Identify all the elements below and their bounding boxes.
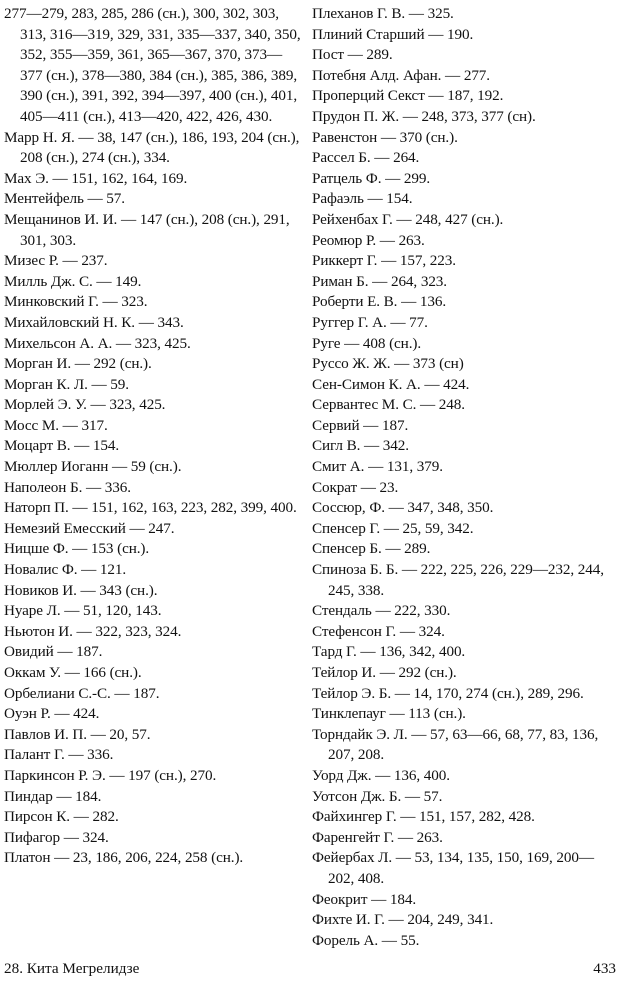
index-entry: Руссо Ж. Ж. — 373 (сн) <box>312 355 464 373</box>
index-entry: Ментейфель — 57. <box>4 190 125 208</box>
index-entry: Фейербах Л. — 53, 134, 135, 150, 169, 200—202, 408. <box>312 849 594 887</box>
index-entry: Рафаэль — 154. <box>312 190 413 208</box>
index-entry: Тинклепауг — 113 (сн.). <box>312 705 466 723</box>
index-entry: Сервий — 187. <box>312 416 409 434</box>
index-entry: Соссюр, Ф. — 347, 348, 350. <box>312 499 494 517</box>
index-entry: Ницше Ф. — 153 (сн.). <box>4 540 150 558</box>
index-entry: Уотсон Дж. Б. — 57. <box>312 787 443 805</box>
index-entry: Морлей Э. У. — 323, 425. <box>4 396 166 414</box>
index-entry: Спиноза Б. Б. — 222, 225, 226, 229—232, 244, 245, 338. <box>312 561 604 599</box>
index-entry: Пиндар — 184. <box>4 787 102 805</box>
index-entry: Плиний Старший — 190. <box>312 25 474 43</box>
index-entry: Милль Дж. С. — 149. <box>4 272 142 290</box>
index-entry: Рассел Б. — 264. <box>312 149 420 167</box>
index-entry: Ньютон И. — 322, 323, 324. <box>4 622 182 640</box>
index-entry: Пост — 289. <box>312 46 393 64</box>
index-entry: Оккам У. — 166 (сн.). <box>4 664 142 681</box>
index-entry: Плеханов Г. В. — 325. <box>312 5 454 22</box>
index-entry: Файхингер Г. — 151, 157, 282, 428. <box>312 808 535 826</box>
index-entry: Спенсер Г. — 25, 59, 342. <box>312 519 474 537</box>
index-entry: Минковский Г. — 323. <box>4 293 148 311</box>
index-entry: Моцарт В. — 154. <box>4 437 120 455</box>
index-entry: Смит А. — 131, 379. <box>312 458 443 476</box>
index-entry: Сократ — 23. <box>312 478 399 496</box>
index-entry: Реомюр Р. — 263. <box>312 231 425 249</box>
index-entry: Стендаль — 222, 330. <box>312 602 451 620</box>
index-column-left <box>4 4 304 869</box>
index-entry: Наторп П. — 151, 162, 163, 223, 282, 399, 400. <box>4 499 297 517</box>
page-number: 433 <box>593 960 616 977</box>
index-entry: Пифагор — 324. <box>4 828 109 846</box>
index-entry: Тард Г. — 136, 342, 400. <box>312 643 466 661</box>
printer-signature: 28. Кита Мегрелидзе <box>4 960 140 977</box>
index-entry: Сен-Симон К. А. — 424. <box>312 375 470 393</box>
index-entry: Феокрит — 184. <box>312 890 417 908</box>
index-entry: Стефенсон Г. — 324. <box>312 622 445 640</box>
index-column-right <box>312 4 617 951</box>
index-entry: Форель А. — 55. <box>312 931 420 949</box>
index-entry: Новалис Ф. — 121. <box>4 561 127 579</box>
index-entry: Мюллер Иоганн — 59 (сн.). <box>4 458 182 476</box>
index-entry: Уорд Дж. — 136, 400. <box>312 766 450 784</box>
index-entry: Тейлор И. — 292 (сн.). <box>312 664 457 681</box>
index-entry: Риккерт Г. — 157, 223. <box>312 252 456 270</box>
index-entry: Фаренгейт Г. — 263. <box>312 828 443 846</box>
index-entry: Морган И. — 292 (сн.). <box>4 355 152 373</box>
index-entry: Мах Э. — 151, 162, 164, 169. <box>4 169 188 187</box>
index-entry: Наполеон Б. — 336. <box>4 478 131 496</box>
index-entry: Михельсон А. А. — 323, 425. <box>4 334 191 352</box>
index-entry: Морган К. Л. — 59. <box>4 375 129 393</box>
index-entry: Овидий — 187. <box>4 643 103 661</box>
index-entry: Оуэн Р. — 424. <box>4 705 100 723</box>
index-entry: Руге — 408 (сн.). <box>312 334 422 352</box>
index-entry: Ратцель Ф. — 299. <box>312 169 431 187</box>
index-entry: Паркинсон Р. Э. — 197 (сн.), 270. <box>4 766 217 784</box>
index-entry: Торндайк Э. Л. — 57, 63—66, 68, 77, 83, 136, 207, 208. <box>312 725 599 764</box>
index-entry: 277—279, 283, 285, 286 (сн.), 300, 302, 303, 313, 316—319, 329, 331, 335—337, 340, 350, 352, 355—359, 361, 365—367, 370, 373—377 (сн.), 378—380, 384 (сн.), 385, 386, 389, 390 (сн.), 391, 392, 394—397, 400 (сн.), 401, 405—411 (сн.), 413—420, 422, 426, 430. <box>4 5 301 125</box>
index-entry: Михайловский Н. К. — 343. <box>4 313 184 331</box>
index-entry: Фихте И. Г. — 204, 249, 341. <box>312 911 494 929</box>
index-entry: Мещанинов И. И. — 147 (сн.), 208 (сн.), 291, 301, 303. <box>4 210 290 249</box>
index-entry: Равенстон — 370 (сн.). <box>312 128 458 146</box>
index-entry: Рейхенбах Г. — 248, 427 (сн.). <box>312 210 504 228</box>
index-entry: Тейлор Э. Б. — 14, 170, 274 (сн.), 289, 296. <box>312 684 584 702</box>
index-entry: Проперций Секст — 187, 192. <box>312 87 504 105</box>
index-entry: Орбелиани С.-С. — 187. <box>4 684 160 702</box>
index-entry: Мосс М. — 317. <box>4 416 108 434</box>
index-entry: Мизес Р. — 237. <box>4 252 108 270</box>
index-entry: Прудон П. Ж. — 248, 373, 377 (сн). <box>312 107 536 125</box>
index-entry: Сигл В. — 342. <box>312 437 409 455</box>
index-entry: Павлов И. П. — 20, 57. <box>4 725 151 743</box>
index-entry: Новиков И. — 343 (сн.). <box>4 581 158 599</box>
index-entry: Риман Б. — 264, 323. <box>312 272 447 290</box>
index-entry: Нуаре Л. — 51, 120, 143. <box>4 602 162 620</box>
index-entry: Сервантес М. С. — 248. <box>312 396 465 414</box>
index-entry: Пирсон К. — 282. <box>4 808 119 826</box>
index-entry: Роберти Е. В. — 136. <box>312 293 447 311</box>
index-entry: Палант Г. — 336. <box>4 746 114 764</box>
index-entry: Платон — 23, 186, 206, 224, 258 (сн.). <box>4 849 244 867</box>
index-entry: Потебня Алд. Афан. — 277. <box>312 66 490 84</box>
index-entry: Руггер Г. А. — 77. <box>312 313 428 331</box>
index-entry: Спенсер Б. — 289. <box>312 540 431 558</box>
index-entry: Марр Н. Я. — 38, 147 (сн.), 186, 193, 204 (сн.), 208 (сн.), 274 (сн.), 334. <box>4 128 300 167</box>
index-entry: Немезий Емесский — 247. <box>4 519 175 537</box>
